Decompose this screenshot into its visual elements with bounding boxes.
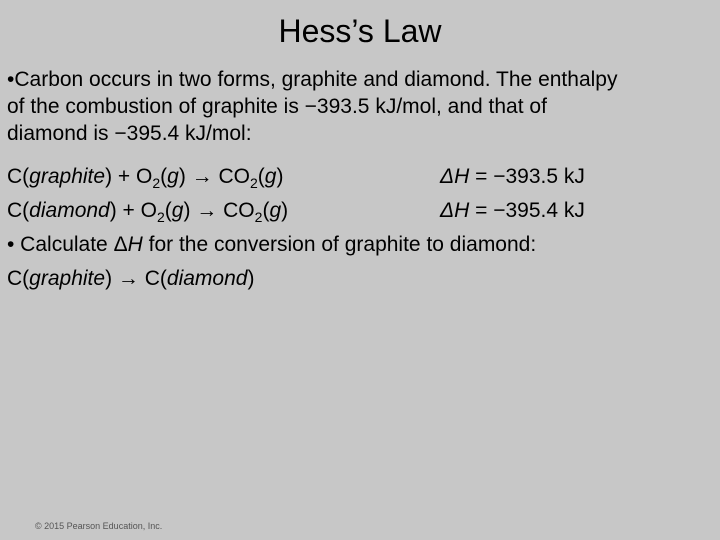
delta-h-label: ΔH (440, 199, 470, 222)
task-suffix: for the conversion of graphite to diamond: (142, 233, 537, 256)
reaction-graphite-combustion (7, 163, 713, 190)
state-gas: g (269, 199, 282, 222)
delta-h-value: = −395.4 kJ (469, 199, 585, 222)
delta-h-value: = −393.5 kJ (469, 165, 585, 188)
eq-text: ) + O (109, 199, 157, 222)
intro-line-2: of the combustion of graphite is −393.5 kJ/mol, and that of (7, 95, 547, 118)
target-to: diamond (166, 267, 248, 290)
eq-text: ) (247, 267, 255, 290)
eq-text: ( (262, 199, 270, 222)
intro-paragraph (7, 66, 713, 147)
eq-text: ) (281, 199, 289, 222)
enthalpy-diamond (440, 197, 585, 224)
eq-text: C( (7, 165, 30, 188)
eq-text: C( (7, 199, 30, 222)
intro-line-3: diamond is −395.4 kJ/mol: (7, 122, 252, 145)
task-bullet (7, 231, 536, 258)
state-gas: g (167, 165, 179, 188)
reaction-graphite-equation (7, 163, 283, 190)
subscript: 2 (152, 175, 161, 191)
state-gas: g (171, 199, 184, 222)
eq-text: ) → CO (183, 199, 255, 222)
reactant-graphite: graphite (29, 165, 106, 188)
eq-text: ( (257, 165, 265, 188)
intro-line-1: •Carbon occurs in two forms, graphite and diamond. The enthalpy (7, 68, 618, 91)
subscript: 2 (254, 209, 263, 225)
eq-text: ) → CO (178, 165, 250, 188)
subscript: 2 (157, 209, 165, 225)
reaction-diamond-equation (7, 197, 288, 224)
subscript: 2 (249, 175, 258, 191)
reactant-diamond: diamond (29, 199, 110, 222)
target-reaction (7, 265, 254, 292)
target-from: graphite (29, 267, 106, 290)
eq-text: ) → C( (105, 267, 167, 290)
reaction-diamond-combustion (7, 197, 713, 224)
eq-text: ) (276, 165, 284, 188)
copyright-notice: © 2015 Pearson Education, Inc. (35, 521, 163, 531)
task-prefix: • Calculate Δ (7, 233, 128, 256)
eq-text: ( (160, 165, 168, 188)
slide-title: Hess’s Law (278, 13, 442, 49)
delta-h-label: ΔH (440, 165, 470, 188)
eq-text: C( (7, 267, 30, 290)
eq-text: ( (164, 199, 172, 222)
task-h: H (127, 233, 143, 256)
eq-text: ) + O (105, 165, 153, 188)
state-gas: g (264, 165, 277, 188)
enthalpy-graphite (440, 163, 585, 190)
